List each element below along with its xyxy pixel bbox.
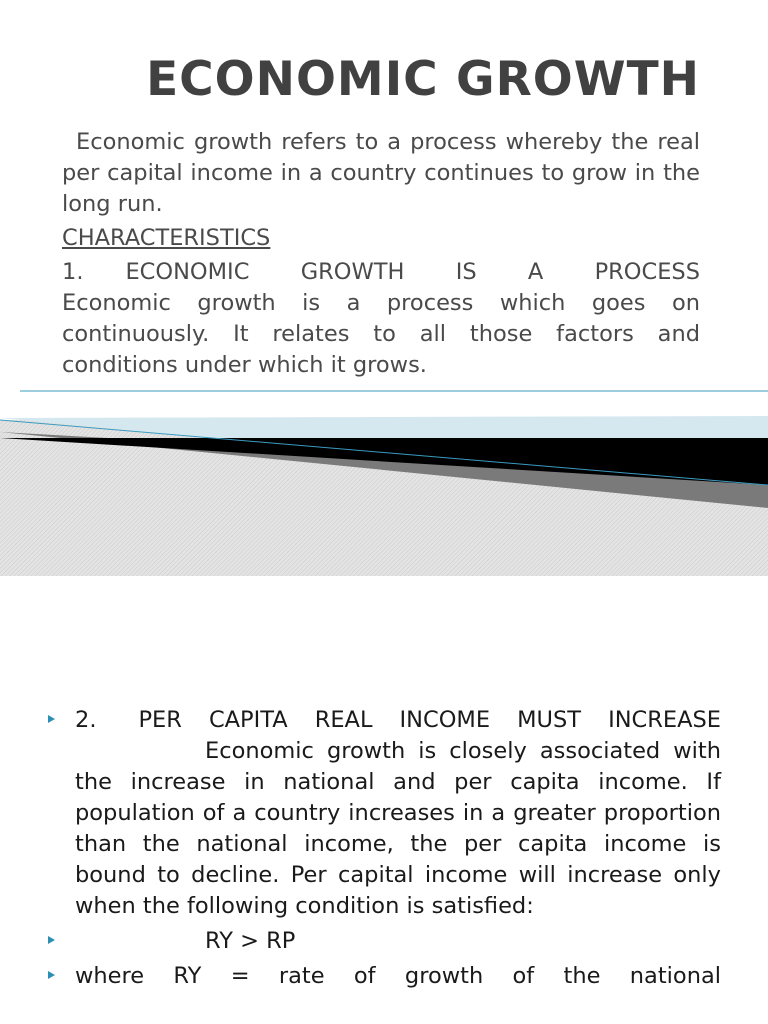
point2-heading: PER CAPITA REAL INCOME MUST INCREASE — [138, 707, 721, 733]
where-label: where RY — [75, 963, 202, 989]
point1-heading-line — [62, 257, 700, 288]
where-equals: = — [230, 963, 250, 989]
slide-divider-band — [0, 390, 768, 580]
definition-paragraph: Economic growth refers to a process whereby the real per capital income in a country continues to grow in the long run. — [62, 129, 700, 217]
point1-number: 1. — [62, 259, 84, 285]
bullet-icon — [48, 971, 55, 979]
bullet-where — [48, 961, 721, 992]
bullet-condition — [48, 926, 721, 957]
bullet-icon — [48, 936, 55, 944]
point2-number: 2. — [75, 707, 97, 733]
point1-heading: ECONOMIC GROWTH IS A PROCESS — [125, 259, 700, 285]
point2-heading-line — [75, 705, 721, 736]
where-text: rate of growth of the national — [278, 963, 721, 989]
condition-text: RY > RP — [205, 928, 296, 954]
point2-paragraph: Economic growth is closely associated with the increase in national and per capita income. If population of a country increases in a greater proportion than the national income, the per capita income is bound to decline. Per capital income will increase only when the following condition is satisfied: — [75, 738, 721, 919]
bullet-icon — [48, 715, 55, 723]
slide1-body — [62, 127, 700, 381]
slide2-body — [48, 705, 721, 992]
slide-title: ECONOMIC GROWTH — [146, 52, 700, 107]
bullet-point2 — [48, 705, 721, 922]
characteristics-heading: CHARACTERISTICS — [62, 225, 271, 251]
point1-paragraph: Economic growth is a process which goes on continuously. It relates to all those factors and conditions under which it grows. — [62, 290, 700, 378]
where-line — [48, 961, 721, 992]
condition-line — [75, 926, 721, 957]
